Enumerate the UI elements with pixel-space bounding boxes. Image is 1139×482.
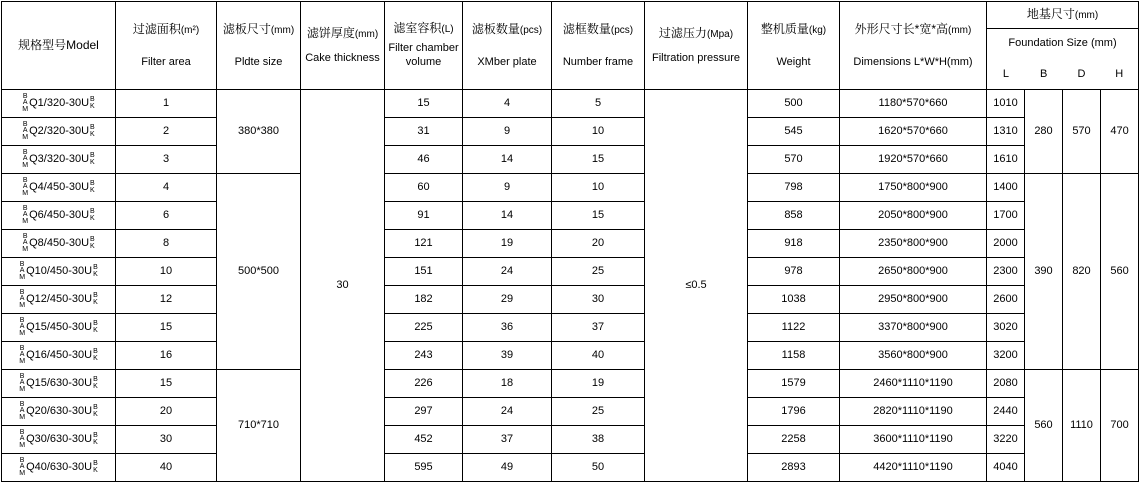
cell-dimensions: 4420*1110*1190 <box>840 454 987 482</box>
model-prefix: B A M <box>19 428 26 449</box>
header-foundation-l: L <box>1002 68 1009 81</box>
model-prefix: B A M <box>22 204 29 225</box>
model-text: Q6/450-30U <box>29 208 90 221</box>
model-text: Q20/630-30U <box>26 404 93 417</box>
model-suffix: B K <box>90 151 95 166</box>
cell-dimensions: 2820*1110*1190 <box>840 398 987 426</box>
cell-dimensions: 3370*800*900 <box>840 314 987 342</box>
model-prefix: B A M <box>19 288 26 309</box>
cell-frame-number: 37 <box>552 314 645 342</box>
cell-dimensions: 2950*800*900 <box>840 286 987 314</box>
cell-foundation-l: 3200 <box>987 342 1025 370</box>
cell-foundation-l: 1010 <box>987 90 1025 118</box>
model-prefix: B A M <box>19 344 26 365</box>
cell-dimensions: 2350*800*900 <box>840 230 987 258</box>
cell-chamber-volume: 91 <box>385 202 463 230</box>
cell-model <box>2 258 116 286</box>
cell-foundation-d: 1110 <box>1063 370 1101 482</box>
model-text: Q8/450-30U <box>29 236 90 249</box>
model-text: Q1/320-30U <box>29 96 90 109</box>
cell-weight: 1579 <box>748 370 840 398</box>
cell-foundation-h: 560 <box>1101 174 1139 370</box>
model-text: Q40/630-30U <box>26 460 93 473</box>
cell-model <box>2 118 116 146</box>
cell-chamber-volume: 182 <box>385 286 463 314</box>
cell-plate-number: 9 <box>463 118 552 146</box>
cell-frame-number: 40 <box>552 342 645 370</box>
header-foundation-h: H <box>1115 68 1124 81</box>
model-text: Q4/450-30U <box>29 180 90 193</box>
header-chamber-volume: 滤室容积(L) Filter chamber volume <box>385 2 463 90</box>
cell-frame-number: 10 <box>552 118 645 146</box>
cell-chamber-volume: 226 <box>385 370 463 398</box>
model-text: Q15/450-30U <box>26 320 93 333</box>
table-row <box>2 258 1139 286</box>
cell-plate-number: 14 <box>463 202 552 230</box>
table-row <box>2 118 1139 146</box>
cell-cake-thickness: 30 <box>301 90 385 482</box>
model-prefix: B A M <box>19 400 26 421</box>
model-suffix: B K <box>90 179 95 194</box>
cell-weight: 1796 <box>748 398 840 426</box>
cell-plate-number: 19 <box>463 230 552 258</box>
model-text: Q10/450-30U <box>26 264 93 277</box>
model-text: Q3/320-30U <box>29 152 90 165</box>
cell-plate-number: 49 <box>463 454 552 482</box>
table-row <box>2 398 1139 426</box>
cell-foundation-h: 470 <box>1101 90 1139 174</box>
cell-foundation-l: 2080 <box>987 370 1025 398</box>
cell-model <box>2 342 116 370</box>
model-suffix: B K <box>90 123 95 138</box>
table-row <box>2 286 1139 314</box>
cell-pressure: ≤0.5 <box>645 90 748 482</box>
model-suffix: B K <box>93 347 98 362</box>
model-suffix: B K <box>90 95 95 110</box>
cell-foundation-l: 3020 <box>987 314 1025 342</box>
cell-frame-number: 30 <box>552 286 645 314</box>
cell-model <box>2 286 116 314</box>
cell-frame-number: 10 <box>552 174 645 202</box>
cell-plate-number: 14 <box>463 146 552 174</box>
header-plate-number: 滤板数量(pcs) XMber plate <box>463 2 552 90</box>
cell-model <box>2 174 116 202</box>
model-suffix: B K <box>93 431 98 446</box>
cell-chamber-volume: 452 <box>385 426 463 454</box>
cell-chamber-volume: 15 <box>385 90 463 118</box>
table-row <box>2 202 1139 230</box>
cell-frame-number: 50 <box>552 454 645 482</box>
table-body <box>2 90 1139 482</box>
cell-chamber-volume: 60 <box>385 174 463 202</box>
model-text: Q12/450-30U <box>26 292 93 305</box>
header-foundation-b: B <box>1039 68 1048 81</box>
cell-foundation-l: 1400 <box>987 174 1025 202</box>
header-filter-area: 过滤面积(m²) Filter area <box>116 2 217 90</box>
cell-plate-size: 380*380 <box>217 90 301 174</box>
cell-weight: 2258 <box>748 426 840 454</box>
model-prefix: B A M <box>22 176 29 197</box>
table-row <box>2 90 1139 118</box>
table-row <box>2 174 1139 202</box>
cell-chamber-volume: 46 <box>385 146 463 174</box>
model-suffix: B K <box>93 403 98 418</box>
table-row <box>2 454 1139 482</box>
cell-filter-area: 40 <box>116 454 217 482</box>
cell-foundation-l: 1610 <box>987 146 1025 174</box>
cell-dimensions: 1920*570*660 <box>840 146 987 174</box>
cell-model <box>2 314 116 342</box>
header-foundation-sub: Foundation Size (mm) L B D H <box>987 29 1139 90</box>
cell-filter-area: 3 <box>116 146 217 174</box>
cell-filter-area: 15 <box>116 314 217 342</box>
cell-plate-number: 37 <box>463 426 552 454</box>
header-frame-number: 滤框数量(pcs) Number frame <box>552 2 645 90</box>
cell-frame-number: 38 <box>552 426 645 454</box>
cell-filter-area: 12 <box>116 286 217 314</box>
cell-plate-number: 24 <box>463 398 552 426</box>
cell-foundation-b: 390 <box>1025 174 1063 370</box>
model-suffix: B K <box>93 263 98 278</box>
model-suffix: B K <box>93 291 98 306</box>
cell-foundation-l: 2000 <box>987 230 1025 258</box>
cell-foundation-d: 820 <box>1063 174 1101 370</box>
header-foundation-d: D <box>1077 68 1086 81</box>
cell-model <box>2 398 116 426</box>
cell-chamber-volume: 225 <box>385 314 463 342</box>
model-prefix: B A M <box>22 92 29 113</box>
cell-plate-number: 18 <box>463 370 552 398</box>
cell-weight: 918 <box>748 230 840 258</box>
table-row <box>2 230 1139 258</box>
cell-filter-area: 10 <box>116 258 217 286</box>
cell-plate-number: 4 <box>463 90 552 118</box>
cell-frame-number: 25 <box>552 398 645 426</box>
cell-chamber-volume: 595 <box>385 454 463 482</box>
cell-plate-number: 29 <box>463 286 552 314</box>
cell-weight: 2893 <box>748 454 840 482</box>
cell-chamber-volume: 243 <box>385 342 463 370</box>
cell-weight: 1122 <box>748 314 840 342</box>
model-suffix: B K <box>93 319 98 334</box>
cell-frame-number: 25 <box>552 258 645 286</box>
table-row <box>2 426 1139 454</box>
cell-model <box>2 230 116 258</box>
cell-weight: 1038 <box>748 286 840 314</box>
header-weight: 整机质量(kg) Weight <box>748 2 840 90</box>
cell-dimensions: 2050*800*900 <box>840 202 987 230</box>
cell-model <box>2 426 116 454</box>
cell-dimensions: 2460*1110*1190 <box>840 370 987 398</box>
cell-dimensions: 1750*800*900 <box>840 174 987 202</box>
model-text: Q2/320-30U <box>29 124 90 137</box>
cell-model <box>2 370 116 398</box>
cell-weight: 500 <box>748 90 840 118</box>
cell-weight: 545 <box>748 118 840 146</box>
cell-model <box>2 202 116 230</box>
model-prefix: B A M <box>22 232 29 253</box>
cell-model <box>2 146 116 174</box>
header-foundation: 地基尺寸(mm) <box>987 2 1139 29</box>
cell-plate-size: 710*710 <box>217 370 301 482</box>
cell-filter-area: 16 <box>116 342 217 370</box>
cell-foundation-b: 280 <box>1025 90 1063 174</box>
header-model: 规格型号Model <box>2 2 116 90</box>
model-text: Q15/630-30U <box>26 376 93 389</box>
cell-filter-area: 2 <box>116 118 217 146</box>
cell-frame-number: 15 <box>552 202 645 230</box>
model-prefix: B A M <box>19 372 26 393</box>
cell-dimensions: 2650*800*900 <box>840 258 987 286</box>
cell-dimensions: 1180*570*660 <box>840 90 987 118</box>
cell-foundation-l: 1310 <box>987 118 1025 146</box>
cell-plate-number: 9 <box>463 174 552 202</box>
model-suffix: B K <box>93 375 98 390</box>
cell-filter-area: 1 <box>116 90 217 118</box>
cell-dimensions: 3600*1110*1190 <box>840 426 987 454</box>
cell-foundation-l: 1700 <box>987 202 1025 230</box>
spec-sheet <box>0 1 1135 477</box>
cell-filter-area: 15 <box>116 370 217 398</box>
header-plate-size: 滤板尺寸(mm) Pldte size <box>217 2 301 90</box>
table-row <box>2 342 1139 370</box>
model-suffix: B K <box>90 207 95 222</box>
table-header <box>2 2 1139 90</box>
table-row <box>2 146 1139 174</box>
cell-model <box>2 454 116 482</box>
cell-foundation-l: 2440 <box>987 398 1025 426</box>
cell-frame-number: 15 <box>552 146 645 174</box>
model-suffix: B K <box>93 459 98 474</box>
specification-table <box>1 1 1139 482</box>
header-dimensions: 外形尺寸长*宽*高(mm) Dimensions L*W*H(mm) <box>840 2 987 90</box>
cell-frame-number: 20 <box>552 230 645 258</box>
cell-weight: 570 <box>748 146 840 174</box>
cell-weight: 978 <box>748 258 840 286</box>
cell-weight: 858 <box>748 202 840 230</box>
cell-chamber-volume: 31 <box>385 118 463 146</box>
cell-chamber-volume: 151 <box>385 258 463 286</box>
cell-filter-area: 20 <box>116 398 217 426</box>
cell-foundation-l: 2300 <box>987 258 1025 286</box>
model-prefix: B A M <box>19 260 26 281</box>
model-prefix: B A M <box>19 316 26 337</box>
table-row <box>2 370 1139 398</box>
cell-chamber-volume: 297 <box>385 398 463 426</box>
cell-model <box>2 90 116 118</box>
model-prefix: B A M <box>19 456 26 477</box>
cell-foundation-d: 570 <box>1063 90 1101 174</box>
cell-dimensions: 1620*570*660 <box>840 118 987 146</box>
cell-plate-number: 24 <box>463 258 552 286</box>
model-text: Q16/450-30U <box>26 348 93 361</box>
cell-filter-area: 4 <box>116 174 217 202</box>
cell-chamber-volume: 121 <box>385 230 463 258</box>
cell-plate-size: 500*500 <box>217 174 301 370</box>
cell-foundation-l: 2600 <box>987 286 1025 314</box>
cell-filter-area: 6 <box>116 202 217 230</box>
cell-weight: 1158 <box>748 342 840 370</box>
table-row <box>2 314 1139 342</box>
cell-frame-number: 19 <box>552 370 645 398</box>
cell-foundation-b: 560 <box>1025 370 1063 482</box>
cell-foundation-h: 700 <box>1101 370 1139 482</box>
model-prefix: B A M <box>22 120 29 141</box>
model-prefix: B A M <box>22 148 29 169</box>
header-pressure: 过滤压力(Mpa) Filtration pressure <box>645 2 748 90</box>
cell-plate-number: 39 <box>463 342 552 370</box>
model-suffix: B K <box>90 235 95 250</box>
cell-foundation-l: 3220 <box>987 426 1025 454</box>
cell-frame-number: 5 <box>552 90 645 118</box>
cell-filter-area: 30 <box>116 426 217 454</box>
cell-foundation-l: 4040 <box>987 454 1025 482</box>
cell-filter-area: 8 <box>116 230 217 258</box>
cell-plate-number: 36 <box>463 314 552 342</box>
header-cake-thickness: 滤饼厚度(mm) Cake thickness <box>301 2 385 90</box>
model-text: Q30/630-30U <box>26 432 93 445</box>
cell-weight: 798 <box>748 174 840 202</box>
cell-dimensions: 3560*800*900 <box>840 342 987 370</box>
